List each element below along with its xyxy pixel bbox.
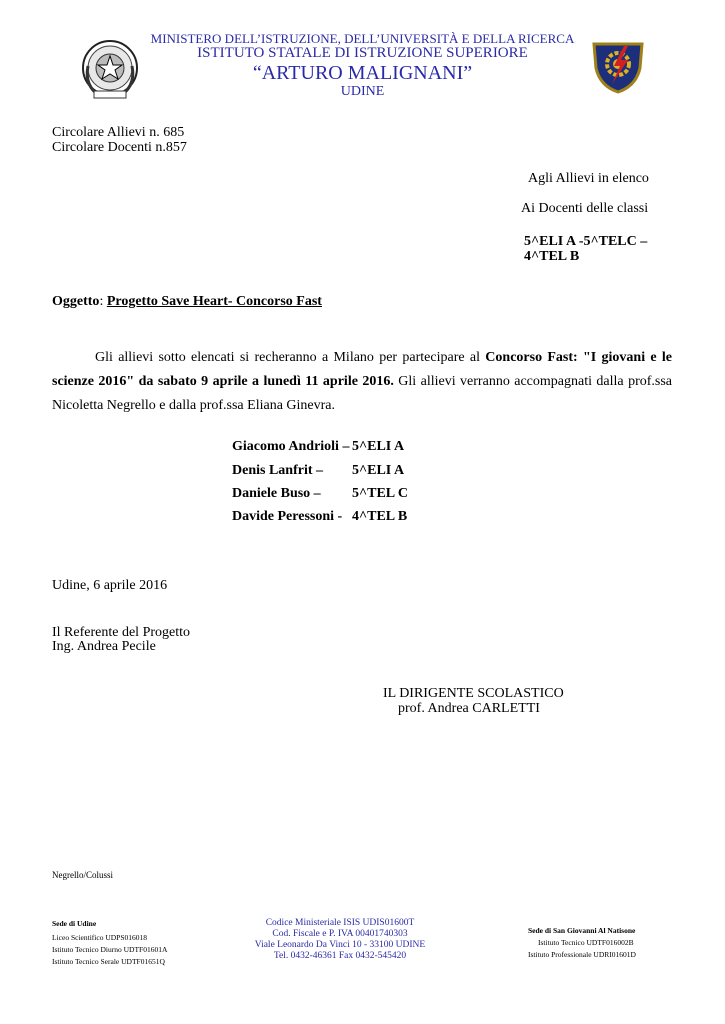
footer-center — [240, 918, 440, 962]
student-class: 5^ELI A — [352, 439, 405, 454]
student-name: Denis Lanfrit – — [232, 463, 323, 478]
footer-left-line: Istituto Tecnico Diurno UDTF01601A — [52, 945, 168, 954]
student-name: Davide Peressoni - — [232, 509, 343, 524]
subject-text: Progetto Save Heart- Concorso Fast — [106, 294, 322, 309]
student-class: 5^ELI A — [352, 463, 405, 478]
recipient-classes: 5^ELI A -5^TELC – — [524, 234, 648, 249]
principal-name: prof. Andrea CARLETTI — [398, 701, 540, 716]
ministry-heading: MINISTERO DELL’ISTRUZIONE, DELL’UNIVERSITÀ E DELLA RICERCA — [150, 31, 575, 46]
body-text-bold: Concorso Fast: "I giovani e le scienze 2016" da sabato 9 aprile a lunedì 11 aprile 2016. — [52, 350, 673, 389]
author-initials: Negrello/Colussi — [52, 870, 113, 880]
student-name: Daniele Buso – — [232, 486, 321, 501]
referent-title: Il Referente del Progetto — [52, 625, 191, 640]
footer-left-heading: Sede di Udine — [52, 919, 97, 928]
recipient-classes-cont: 4^TEL B — [524, 249, 580, 264]
school-name: “ARTURO MALIGNANI” — [252, 62, 473, 84]
student-class: 4^TEL B — [352, 509, 408, 524]
referent-name: Ing. Andrea Pecile — [52, 639, 156, 654]
footer-right-line: Istituto Tecnico UDTF016002B — [538, 938, 634, 947]
principal-title: IL DIRIGENTE SCOLASTICO — [383, 686, 564, 701]
city-heading: UDINE — [340, 84, 385, 99]
subject-label: Oggetto — [52, 294, 100, 309]
footer-center-line: Viale Leonardo Da Vinci 10 - 33100 UDINE — [254, 940, 426, 950]
student-class: 5^TEL C — [352, 486, 408, 501]
recipient-students: Agli Allievi in elenco — [528, 171, 649, 186]
footer-center-line: Cod. Fiscale e P. IVA 00401740303 — [272, 929, 408, 939]
footer-left-line: Liceo Scientifico UDPS016018 — [52, 933, 147, 942]
subject-colon: : — [99, 294, 104, 309]
footer-center-line: Codice Ministeriale ISIS UDIS01600T — [265, 918, 415, 928]
circular-teachers: Circolare Docenti n.857 — [52, 140, 187, 155]
body-text-2: Gli allievi verranno accompagnati dalla prof.ssa Nicoletta Negrello e dalla prof.ssa Eliana Ginevra. — [52, 374, 673, 413]
footer-right-heading: Sede di San Giovanni Al Natisone — [528, 926, 636, 935]
body-text-1: Gli allievi sotto elencati si recheranno a Milano per partecipare al — [95, 350, 486, 365]
circular-students: Circolare Allievi n. 685 — [52, 125, 185, 140]
footer-center-line: Tel. 0432-46361 Fax 0432-545420 — [273, 951, 407, 961]
subject-line — [52, 294, 322, 310]
student-name: Giacomo Andrioli – — [232, 439, 350, 454]
body-paragraph — [52, 346, 672, 418]
date-line: Udine, 6 aprile 2016 — [52, 578, 168, 593]
recipient-teachers: Ai Docenti delle classi — [521, 201, 649, 216]
footer-left-line: Istituto Tecnico Serale UDTF01651Q — [52, 957, 165, 966]
footer-right-line: Istituto Professionale UDRI01601D — [528, 950, 636, 959]
institute-heading: ISTITUTO STATALE DI ISTRUZIONE SUPERIORE — [197, 45, 528, 61]
